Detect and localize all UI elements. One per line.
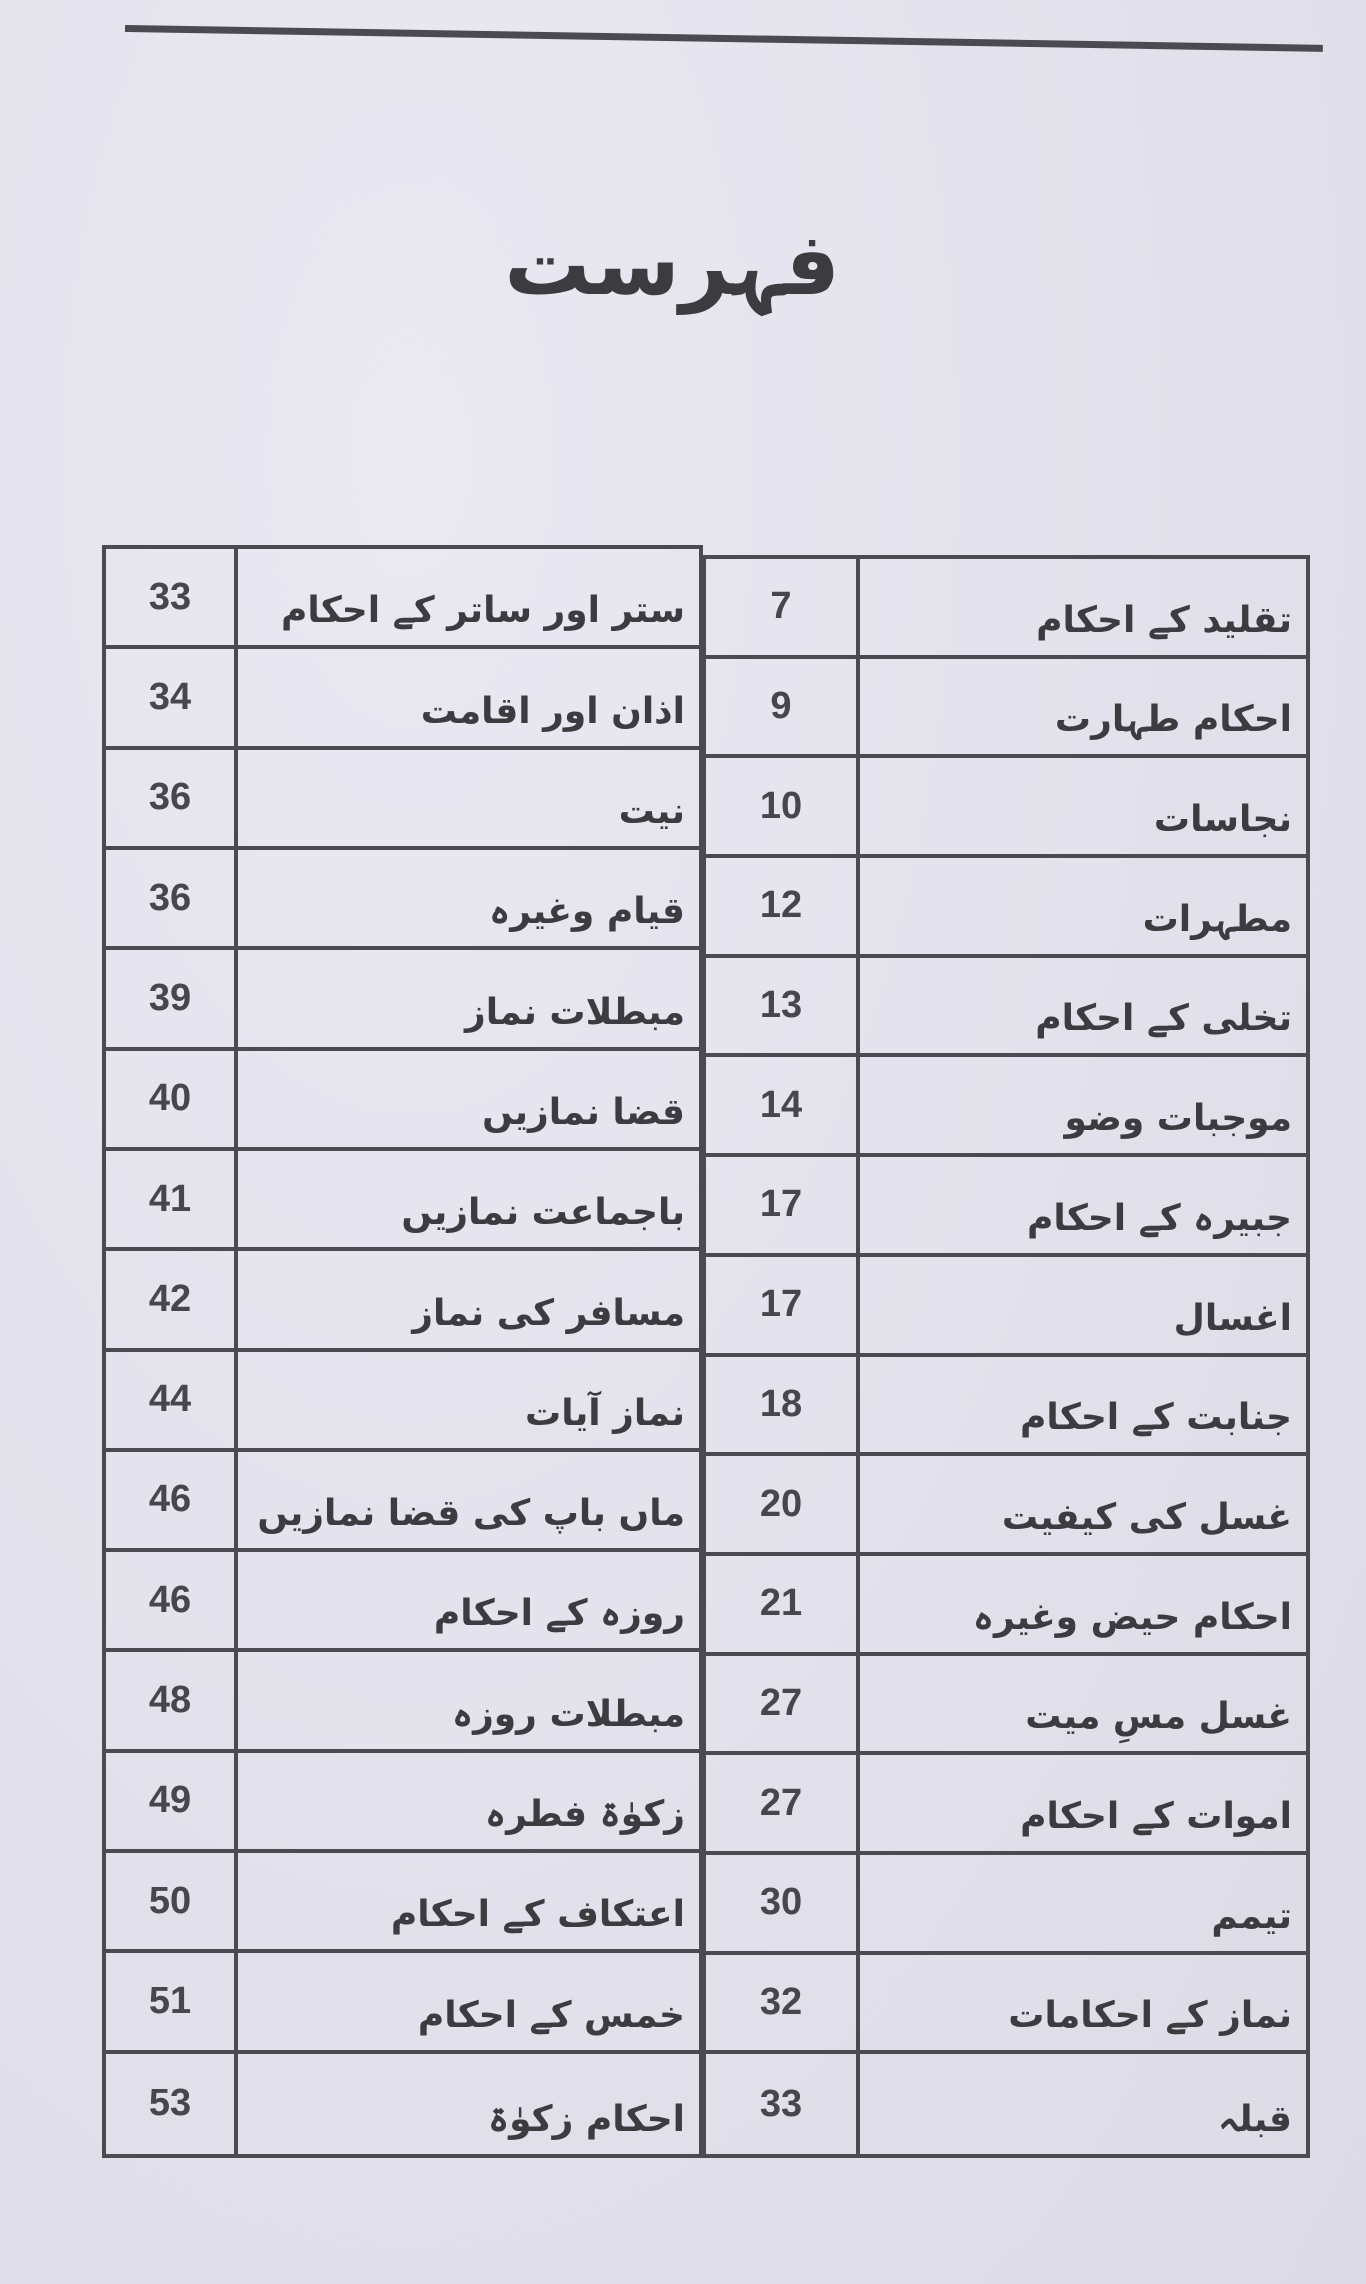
toc-page-number: 34 bbox=[106, 649, 238, 745]
toc-entry-title: تقلید کے احکام bbox=[1036, 599, 1292, 641]
toc-entry-title: نماز آیات bbox=[525, 1392, 685, 1434]
toc-row bbox=[106, 549, 699, 649]
toc-entry-title: مسافر کی نماز bbox=[412, 1292, 685, 1334]
toc-page-number: 13 bbox=[706, 958, 860, 1054]
toc-row bbox=[706, 1357, 1306, 1457]
toc-page-number: 21 bbox=[706, 1556, 860, 1652]
toc-page-number: 46 bbox=[106, 1452, 238, 1548]
toc-entry-title: مبطلات نماز bbox=[465, 991, 685, 1033]
toc-row bbox=[706, 1556, 1306, 1656]
toc-page-number: 39 bbox=[106, 950, 238, 1046]
toc-page-number: 18 bbox=[706, 1357, 860, 1453]
toc-page-number: 53 bbox=[106, 2054, 238, 2154]
toc-row bbox=[706, 1257, 1306, 1357]
toc-entry-title: قضا نمازیں bbox=[482, 1091, 685, 1133]
toc-entry-title: روزہ کے احکام bbox=[433, 1593, 685, 1635]
toc-entry-title: اذان اور اقامت bbox=[420, 690, 685, 732]
toc-row bbox=[706, 1456, 1306, 1556]
toc-row bbox=[706, 1656, 1306, 1756]
toc-page-number: 14 bbox=[706, 1057, 860, 1153]
toc-entry-title: تخلی کے احکام bbox=[1035, 998, 1292, 1040]
toc-entry-title: تیمم bbox=[1211, 1895, 1292, 1937]
toc-row bbox=[106, 1853, 699, 1953]
toc-row bbox=[106, 1352, 699, 1452]
toc-page-number: 40 bbox=[106, 1051, 238, 1147]
toc-page-number: 44 bbox=[106, 1352, 238, 1448]
toc-row bbox=[706, 1157, 1306, 1257]
toc-entry-title: اموات کے احکام bbox=[1020, 1795, 1292, 1837]
toc-page-number: 32 bbox=[706, 1955, 860, 2051]
toc-page-number: 30 bbox=[706, 1855, 860, 1951]
toc-row bbox=[106, 1251, 699, 1351]
toc-entry-title: اغسال bbox=[1173, 1297, 1292, 1339]
toc-row bbox=[706, 858, 1306, 958]
toc-entry-title: نیت bbox=[618, 790, 685, 832]
toc-row bbox=[106, 850, 699, 950]
toc-row bbox=[706, 659, 1306, 759]
toc-page-number: 17 bbox=[706, 1157, 860, 1253]
toc-page-number: 42 bbox=[106, 1251, 238, 1347]
toc-table-right bbox=[702, 555, 1310, 2158]
toc-row bbox=[106, 649, 699, 749]
toc-row bbox=[706, 758, 1306, 858]
toc-page-number: 51 bbox=[106, 1953, 238, 2049]
toc-entry-title: باجماعت نمازیں bbox=[401, 1192, 685, 1234]
toc-row bbox=[706, 559, 1306, 659]
toc-page-number: 50 bbox=[106, 1853, 238, 1949]
toc-row bbox=[106, 750, 699, 850]
toc-row bbox=[106, 1151, 699, 1251]
toc-page-number: 17 bbox=[706, 1257, 860, 1353]
toc-row bbox=[106, 1552, 699, 1652]
toc-entry-title: نماز کے احکامات bbox=[1008, 1995, 1292, 2037]
toc-page-number: 33 bbox=[706, 2054, 860, 2154]
toc-entry-title: مبطلات روزہ bbox=[451, 1693, 685, 1735]
toc-entry-title: زکوٰۃ فطرہ bbox=[485, 1794, 685, 1836]
toc-row bbox=[106, 2054, 699, 2154]
page-title: فہرست bbox=[504, 215, 840, 315]
toc-entry-title: احکام حیض وغیرہ bbox=[972, 1596, 1292, 1638]
toc-row bbox=[706, 958, 1306, 1058]
toc-row bbox=[106, 1051, 699, 1151]
toc-page-number: 12 bbox=[706, 858, 860, 954]
toc-page-number: 48 bbox=[106, 1652, 238, 1748]
toc-page-number: 27 bbox=[706, 1656, 860, 1752]
toc-row bbox=[106, 1953, 699, 2053]
toc-entry-title: ستر اور ساتر کے احکام bbox=[280, 590, 685, 632]
toc-entry-title: جبیرہ کے احکام bbox=[1026, 1197, 1292, 1239]
toc-row bbox=[106, 1452, 699, 1552]
toc-entry-title: ماں باپ کی قضا نمازیں bbox=[257, 1493, 685, 1535]
toc-row bbox=[706, 1755, 1306, 1855]
toc-entry-title: اعتکاف کے احکام bbox=[390, 1894, 685, 1936]
toc-page-number: 9 bbox=[706, 659, 860, 755]
toc-row bbox=[106, 1652, 699, 1752]
toc-page-number: 36 bbox=[106, 850, 238, 946]
toc-row bbox=[706, 2054, 1306, 2154]
toc-table-left bbox=[102, 545, 703, 2158]
toc-row bbox=[106, 1753, 699, 1853]
toc-page-number: 33 bbox=[106, 549, 238, 645]
toc-entry-title: غسل کی کیفیت bbox=[1001, 1496, 1292, 1538]
toc-row bbox=[706, 1855, 1306, 1955]
toc-page-number: 36 bbox=[106, 750, 238, 846]
toc-entry-title: احکام طہارت bbox=[1054, 699, 1292, 741]
toc-entry-title: قیام وغیرہ bbox=[489, 891, 685, 933]
toc-entry-title: قبلہ bbox=[1217, 2099, 1292, 2140]
toc-entry-title: مطہرات bbox=[1142, 898, 1292, 940]
toc-page-number: 41 bbox=[106, 1151, 238, 1247]
toc-entry-title: نجاسات bbox=[1153, 799, 1292, 841]
toc-row bbox=[706, 1057, 1306, 1157]
toc-row bbox=[106, 950, 699, 1050]
toc-entry-title: جنابت کے احکام bbox=[1019, 1397, 1292, 1439]
toc-page-number: 20 bbox=[706, 1456, 860, 1552]
toc-entry-title: موجبات وضو bbox=[1064, 1098, 1292, 1140]
toc-entry-title: احکام زکوٰۃ bbox=[488, 2099, 685, 2140]
toc-page-number: 27 bbox=[706, 1755, 860, 1851]
toc-entry-title: خمس کے احکام bbox=[417, 1994, 685, 2036]
toc-page-number: 7 bbox=[706, 559, 860, 655]
toc-page-number: 46 bbox=[106, 1552, 238, 1648]
toc-page-number: 10 bbox=[706, 758, 860, 854]
toc-page-number: 49 bbox=[106, 1753, 238, 1849]
toc-row bbox=[706, 1955, 1306, 2055]
toc-entry-title: غسل مسِ میت bbox=[1025, 1696, 1292, 1738]
